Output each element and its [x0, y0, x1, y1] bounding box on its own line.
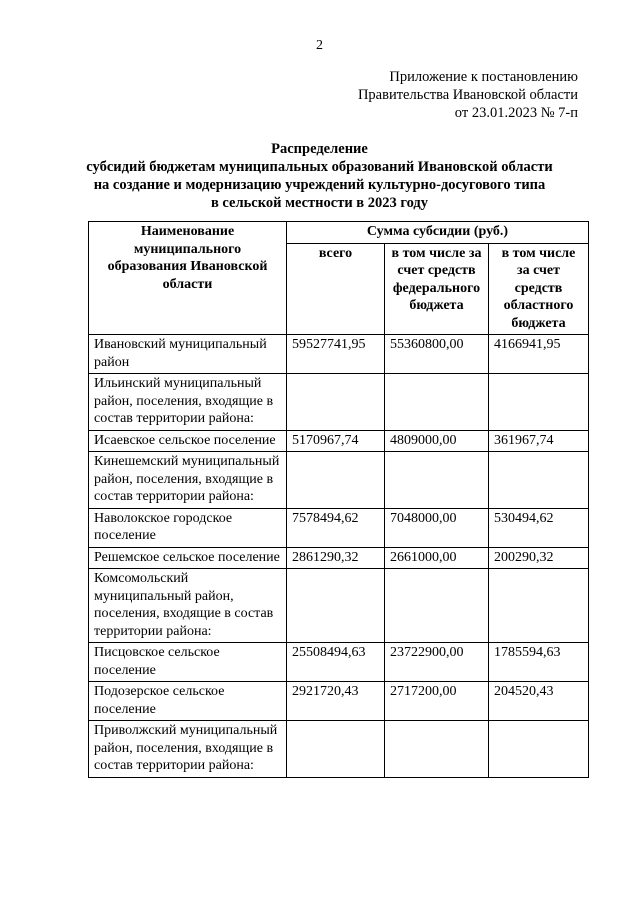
municipality-name-cell: Ивановский муниципальный район — [89, 335, 287, 374]
title-line-3: на создание и модернизацию учреждений культурно-досугового типа — [93, 177, 546, 193]
federal-cell — [385, 374, 489, 431]
total-cell — [287, 721, 385, 778]
regional-cell: 200290,32 — [489, 547, 589, 569]
municipality-name-cell: Подозерское сельское поселение — [89, 682, 287, 721]
municipality-name-cell: Наволокское городское поселение — [89, 508, 287, 547]
title-line-4: в сельской местности в 2023 году — [210, 195, 429, 211]
federal-cell: 2661000,00 — [385, 547, 489, 569]
table-row — [89, 547, 589, 569]
table-row — [89, 374, 589, 431]
federal-cell: 7048000,00 — [385, 508, 489, 547]
municipality-name-cell: Писцовское сельское поселение — [89, 643, 287, 682]
title-line-1: Распределение — [271, 141, 368, 157]
header-subsidy-sum: Сумма субсидии (руб.) — [287, 222, 589, 244]
municipality-name-cell: Комсомольский муниципальный район, поселения, входящие в состав территории района: — [89, 569, 287, 643]
municipality-name-cell: Исаевское сельское поселение — [89, 430, 287, 452]
table-row — [89, 569, 589, 643]
header-federal: в том числе за счет средств федерального бюджета — [385, 243, 489, 335]
table-row — [89, 508, 589, 547]
regional-cell: 530494,62 — [489, 508, 589, 547]
title-line-2: субсидий бюджетам муниципальных образований Ивановской области — [86, 159, 553, 175]
appendix-header — [358, 68, 578, 122]
header-municipality-name: Наименование муниципального образования Ивановской области — [89, 222, 287, 335]
regional-cell: 361967,74 — [489, 430, 589, 452]
federal-cell: 23722900,00 — [385, 643, 489, 682]
appendix-line-3: от 23.01.2023 № 7-п — [454, 105, 578, 121]
total-cell — [287, 569, 385, 643]
regional-cell: 4166941,95 — [489, 335, 589, 374]
table-body — [89, 335, 589, 778]
total-cell: 2861290,32 — [287, 547, 385, 569]
total-cell: 59527741,95 — [287, 335, 385, 374]
regional-cell: 1785594,63 — [489, 643, 589, 682]
regional-cell: 204520,43 — [489, 682, 589, 721]
federal-cell — [385, 452, 489, 509]
table-row — [89, 643, 589, 682]
table-row — [89, 430, 589, 452]
table-row — [89, 335, 589, 374]
federal-cell — [385, 569, 489, 643]
municipality-name-cell: Приволжский муниципальный район, поселения, входящие в состав территории района: — [89, 721, 287, 778]
federal-cell: 55360800,00 — [385, 335, 489, 374]
document-title — [0, 140, 639, 212]
header-total: всего — [287, 243, 385, 335]
header-regional: в том числе за счет средств областного бюджета — [489, 243, 589, 335]
total-cell — [287, 452, 385, 509]
total-cell: 5170967,74 — [287, 430, 385, 452]
regional-cell — [489, 569, 589, 643]
total-cell: 7578494,62 — [287, 508, 385, 547]
municipality-name-cell: Решемское сельское поселение — [89, 547, 287, 569]
table-row — [89, 452, 589, 509]
table-row — [89, 721, 589, 778]
federal-cell: 2717200,00 — [385, 682, 489, 721]
municipality-name-cell: Ильинский муниципальный район, поселения, входящие в состав территории района: — [89, 374, 287, 431]
federal-cell: 4809000,00 — [385, 430, 489, 452]
subsidy-table — [88, 221, 589, 778]
municipality-name-cell: Кинешемский муниципальный район, поселения, входящие в состав территории района: — [89, 452, 287, 509]
total-cell: 2921720,43 — [287, 682, 385, 721]
table-row — [89, 682, 589, 721]
appendix-line-1: Приложение к постановлению — [389, 69, 578, 85]
total-cell — [287, 374, 385, 431]
regional-cell — [489, 721, 589, 778]
regional-cell — [489, 452, 589, 509]
page-number: 2 — [316, 38, 323, 53]
regional-cell — [489, 374, 589, 431]
federal-cell — [385, 721, 489, 778]
total-cell: 25508494,63 — [287, 643, 385, 682]
appendix-line-2: Правительства Ивановской области — [357, 87, 578, 103]
